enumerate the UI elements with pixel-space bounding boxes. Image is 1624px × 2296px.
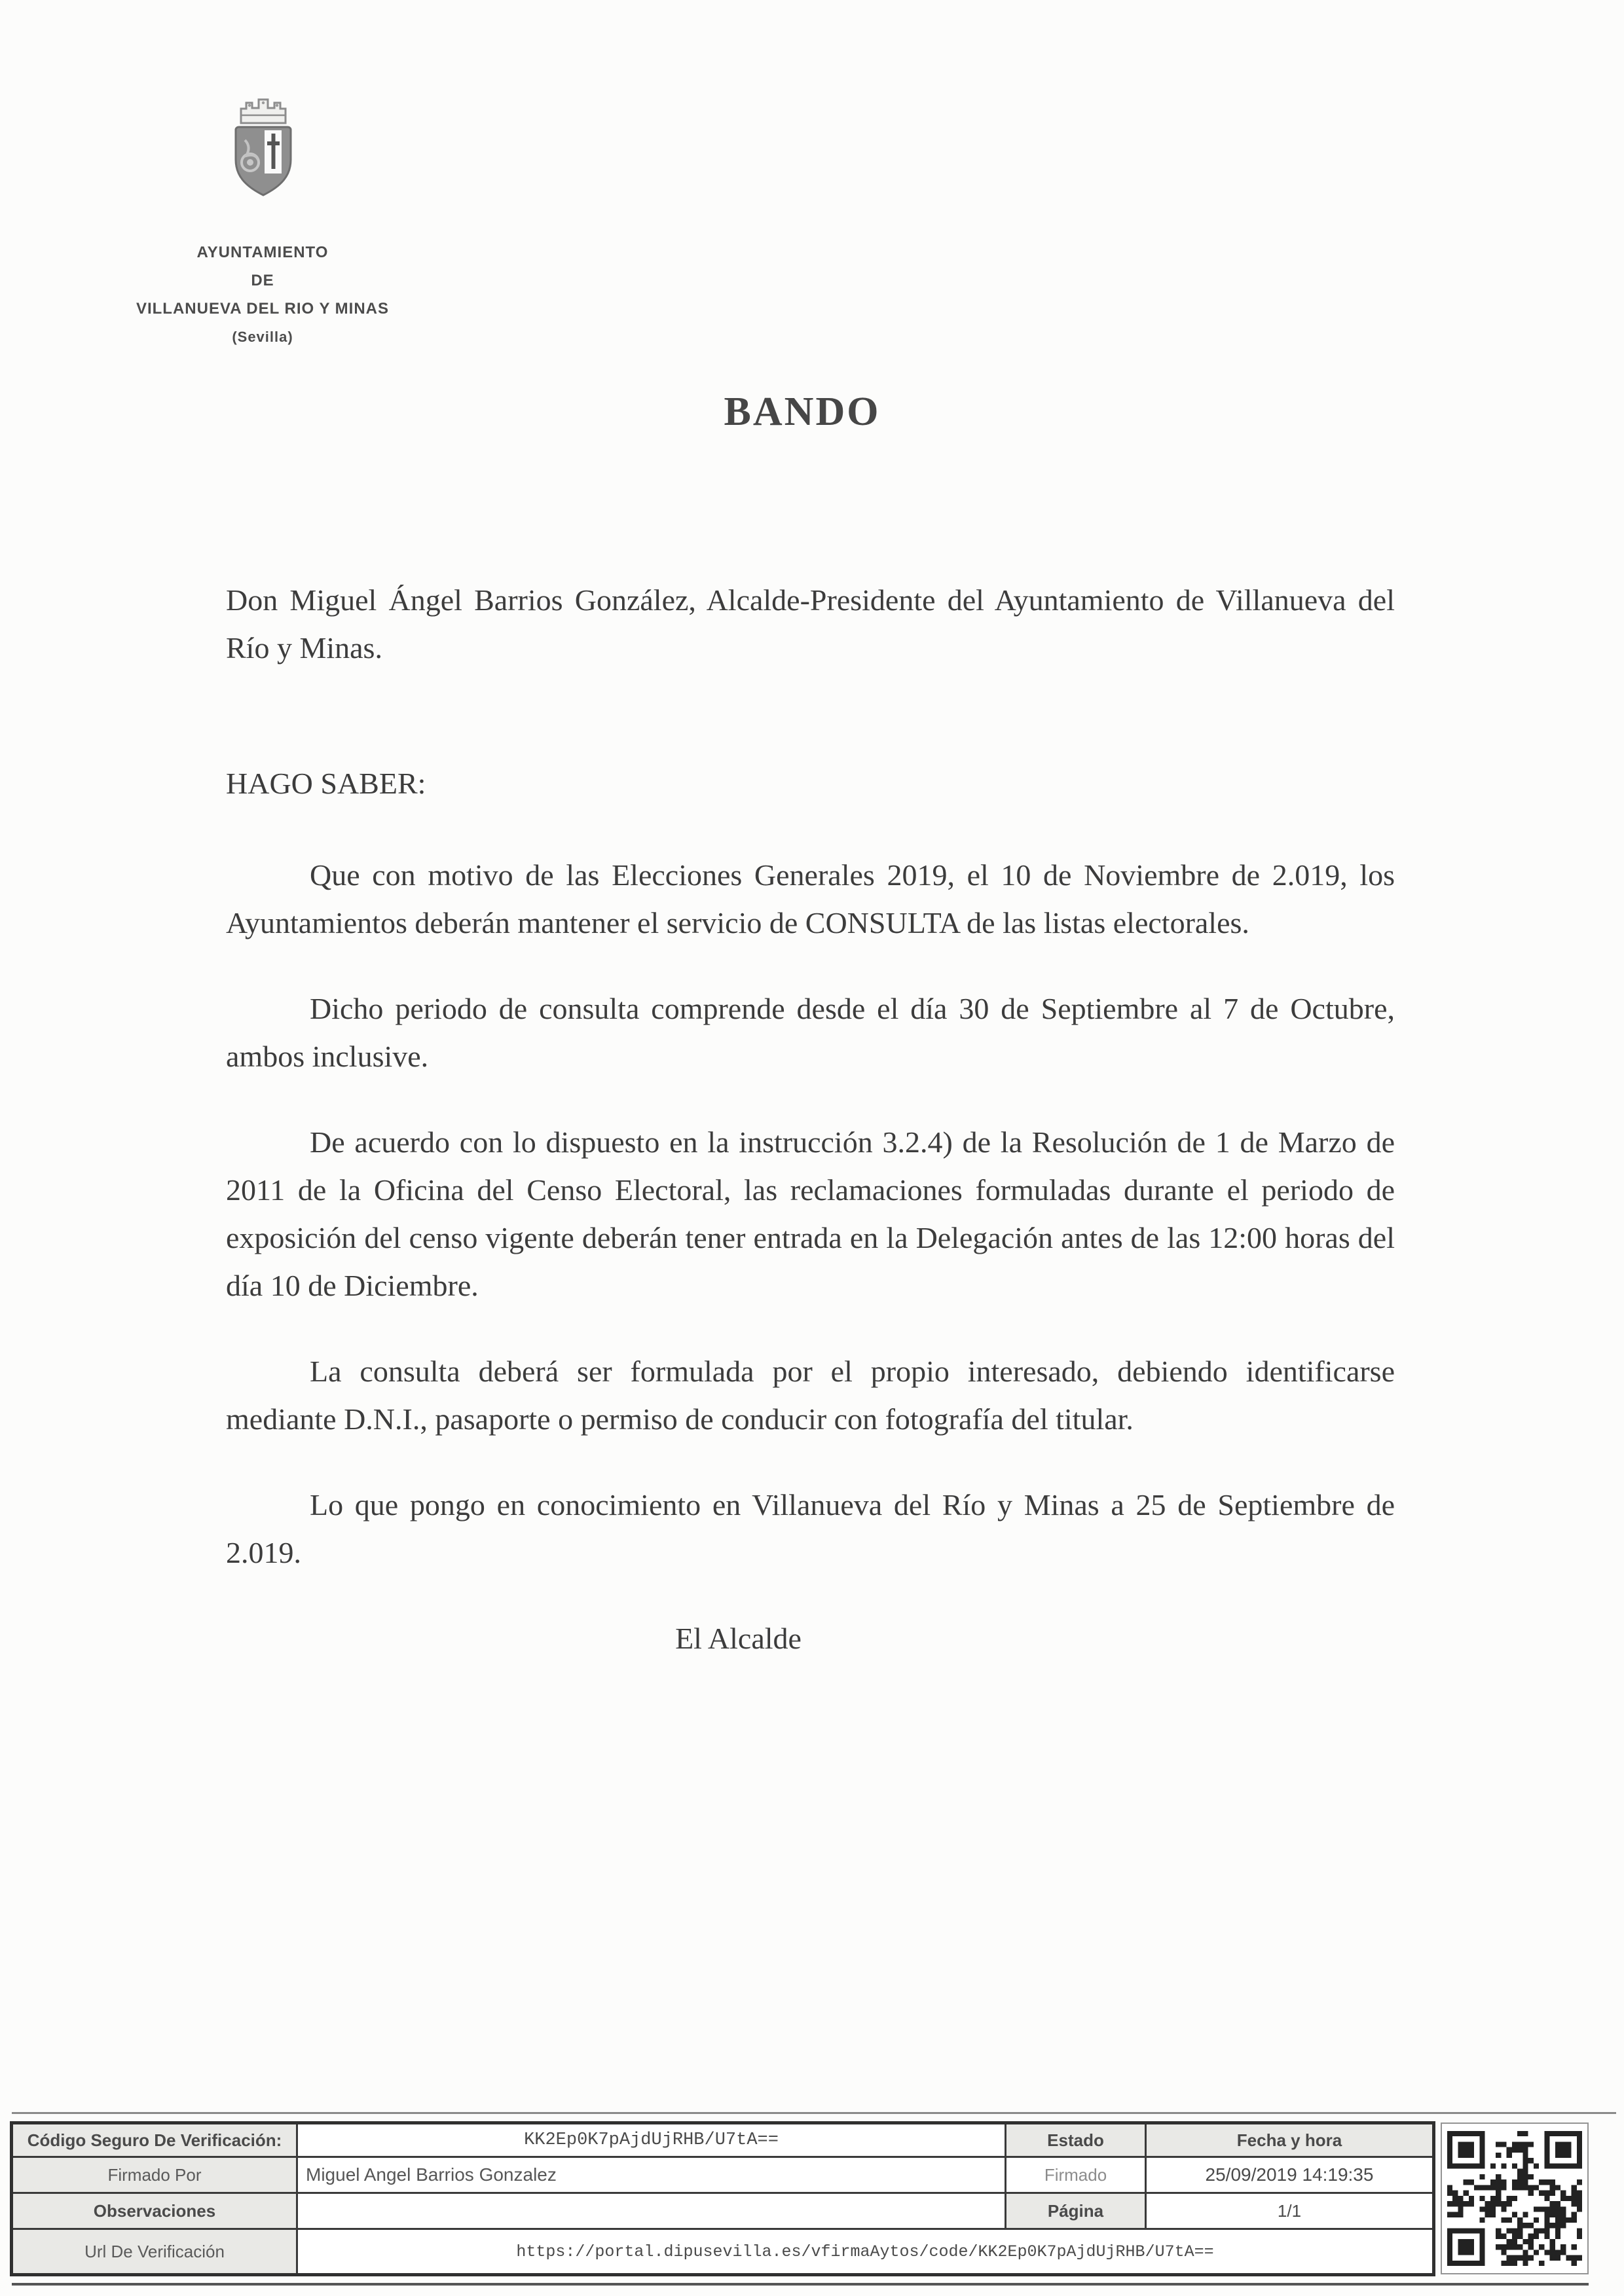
paragraph-resolucion: De acuerdo con lo dispuesto en la instrucción 3.2.4) de la Resolución de 1 de Marzo de 2011 de la Oficina del Censo Electoral, las reclamaciones formuladas durante el periodo de exposición del censo vigente deberán tener entrada en la Delegación antes de las 12:00 horas del día 10 de Diciembre. [226, 1125, 1395, 1302]
qr-code-icon [1447, 2131, 1582, 2266]
table-row [12, 2157, 1434, 2193]
paragraph-periodo: Dicho periodo de consulta comprende desde el día 30 de Septiembre al 7 de Octubre, ambos inclusive. [226, 992, 1395, 1073]
fecha-hora-value: 25/09/2019 14:19:35 [1146, 2157, 1434, 2193]
org-name-line1: AYUNTAMIENTO [196, 244, 329, 261]
pagina-value: 1/1 [1146, 2193, 1434, 2229]
estado-value: Firmado [1006, 2157, 1146, 2193]
paragraph-intro: Don Miguel Ángel Barrios González, Alcalde-Presidente del Ayuntamiento de Villanueva del Río y Minas. [226, 583, 1395, 665]
qr-code [1441, 2123, 1589, 2274]
footer-top-rule [12, 2112, 1616, 2114]
paragraph-consulta: La consulta deberá ser formulada por el propio interesado, debiendo identificarse mediante D.N.I., pasaporte o permiso de conducir con fotografía del titular. [226, 1355, 1395, 1436]
url-verificacion-value[interactable]: https://portal.dipusevilla.es/vfirmaAytos/code/KK2Ep0K7pAjdUjRHB/U7tA== [297, 2229, 1434, 2275]
hago-saber-heading: HAGO SABER: [226, 767, 426, 800]
org-name-line3: VILLANUEVA DEL RIO Y MINAS [136, 300, 390, 318]
document-title: BANDO [724, 390, 881, 434]
firmado-por-label: Firmado Por [12, 2157, 297, 2193]
observaciones-value [297, 2193, 1006, 2229]
table-row [12, 2123, 1434, 2157]
org-header [62, 238, 463, 351]
csv-value: KK2Ep0K7pAjdUjRHB/U7tA== [297, 2123, 1006, 2157]
pagina-label: Página [1006, 2193, 1146, 2229]
document-body [226, 576, 1395, 1700]
org-province: (Sevilla) [232, 329, 293, 345]
paragraph-elecciones: Que con motivo de las Elecciones Generales 2019, el 10 de Noviembre de 2.019, los Ayuntamientos deberán mantener el servicio de CONSULTA de las listas electorales. [226, 858, 1395, 939]
table-row [12, 2193, 1434, 2229]
verification-table [10, 2121, 1435, 2276]
csv-label: Código Seguro De Verificación: [12, 2123, 297, 2157]
estado-header: Estado [1006, 2123, 1146, 2157]
fecha-hora-header: Fecha y hora [1146, 2123, 1434, 2157]
coat-of-arms-icon [228, 89, 299, 210]
table-row [12, 2229, 1434, 2275]
firmado-por-value: Miguel Angel Barrios Gonzalez [297, 2157, 1006, 2193]
observaciones-label: Observaciones [12, 2193, 297, 2229]
paragraph-fecha: Lo que pongo en conocimiento en Villanueva del Río y Minas a 25 de Septiembre de 2.019. [226, 1488, 1395, 1569]
signature-title: El Alcalde [675, 1622, 802, 1655]
footer-bottom-rule [12, 2283, 1589, 2286]
url-verificacion-label: Url De Verificación [12, 2229, 297, 2275]
org-name-line2: DE [251, 272, 274, 289]
